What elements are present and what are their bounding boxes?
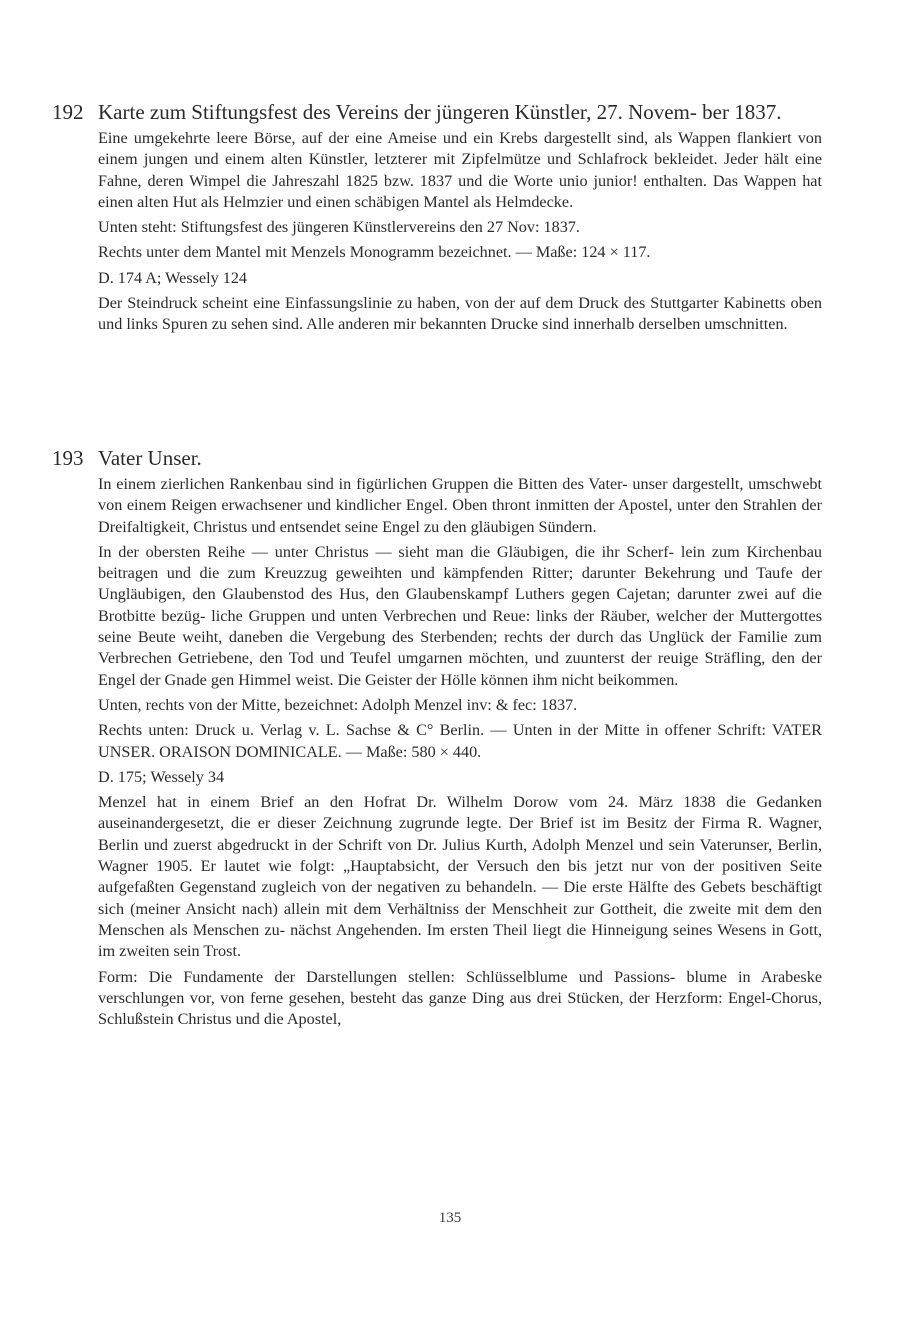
publisher-dimensions-paragraph: Rechts unten: Druck u. Verlag v. L. Sachse & C° Berlin. — Unten in der Mitte in offener Schrift: VATER UNSER. ORAISON DOMINICALE. — Maße: 580 × 440. [98, 721, 822, 761]
entry-title: Karte zum Stiftungsfest des Vereins der jüngeren Künstler, 27. Novem- ber 1837. [98, 100, 782, 124]
letter-paragraph: Menzel hat in einem Brief an den Hofrat Dr. Wilhelm Dorow vom 24. März 1838 die Gedanken auseinandergesetzt, die er dieser Zeichnung zugrunde legte. Der Brief ist im Besitz der Firma R. Wagner, Berlin und zuerst abgedruckt in der Schrift von Dr. Julius Kurth, Adolph Menzel und sein Vaterunser, Berlin, Wagner 1905. Er lautet wie folgt: „Hauptabsicht, der Versuch den bis jetzt nur von der positiven Seite aufgefaßten Gegenstand zugleich von der negativen zu behandeln. — Die erste Hälfte des Gebets beschäftigt sich (meiner Ansicht nach) allein mit dem Verhältniss der Menschheit zur Gottheit, die zweite mit dem den Menschen als Menschen zu- nächst Angehenden. Im ersten Theil liegt die Hinneigung seines Wesens in Gott, im zweiten sein Trost. [98, 793, 822, 961]
signature-dimensions-paragraph: Rechts unter dem Mantel mit Menzels Monogramm bezeichnet. — Maße: 124 × 117. [98, 243, 651, 262]
entry-number: 193 [52, 446, 84, 470]
catalog-entry-192 [52, 100, 822, 340]
reference-paragraph: D. 175; Wessely 34 [98, 767, 225, 786]
entry-body [98, 474, 822, 1030]
description-paragraph: Eine umgekehrte leere Börse, auf der eine Ameise und ein Krebs dargestellt sind, als Wappen flankiert von einem jungen und einem alten Künstler, letzterer mit Zipfelmütze und Schlafrock bekleidet. Jeder hält eine Fahne, deren Wimpel die Jahreszahl 1825 bzw. 1837 und die Worte unio junior! enthalten. Das Wappen hat einen alten Hut als Helmzier und einen schäbigen Mantel als Helmdecke. [98, 129, 822, 211]
entry-body [98, 128, 822, 336]
detail-paragraph: In der obersten Reihe — unter Christus — sieht man die Gläubigen, die ihr Scherf- lein zum Kirchenbau beitragen und die zum Kreuzzug geweihten und kämpfenden Ritter; darunter Bekehrung und Taufe der Ungläubigen, den Glaubenstod des Hus, den Glaubenskampf Luthers gegen Cajetan; darunter zwei auf die Brotbitte bezüg- liche Gruppen und unten Verbrechen und Reue: links der Räuber, welcher der Muttergottes seine Beute weiht, daneben die Vergebung des Sterbenden; rechts der durch das Unglück der Familie zum Verbrechen Getriebene, den Tod und Teufel umgarnen möchten, und zuunterst der reuige Sträfling, den der Engel der Gnade gen Himmel weist. Die Geister der Hölle können ihm nicht beikommen. [98, 542, 822, 689]
description-paragraph: In einem zierlichen Rankenbau sind in figürlichen Gruppen die Bitten des Vater- unser dargestellt, umschwebt von einem Reigen erwachsener und kindlicher Engel. Oben thront inmitten der Apostel, unter den Strahlen der Dreifaltigkeit, Christus und entsendet seine Engel zu den gläubigen Sündern. [98, 475, 822, 536]
entry-heading [52, 446, 822, 471]
inscription-paragraph: Unten steht: Stiftungsfest des jüngeren Künstlervereins den 27 Nov: 1837. [98, 218, 580, 237]
entry-title: Vater Unser. [98, 446, 202, 470]
form-paragraph: Form: Die Fundamente der Darstellungen stellen: Schlüsselblume und Passions- blume in Arabeske verschlungen vor, von ferne gesehen, besteht das ganze Ding aus drei Stücken, der Herzform: Engel-Chorus, Schlußstein Christus und die Apostel, [98, 967, 822, 1029]
entry-heading [52, 100, 822, 125]
note-paragraph: Der Steindruck scheint eine Einfassungslinie zu haben, von der auf dem Druck des Stuttgarter Kabinetts oben und links Spuren zu sehen sind. Alle anderen mir bekannten Drucke sind innerhalb derselben umschnitten. [98, 294, 822, 334]
entry-number: 192 [52, 100, 84, 124]
page-number: 135 [438, 1210, 462, 1226]
signature-paragraph: Unten, rechts von der Mitte, bezeichnet: Adolph Menzel inv: & fec: 1837. [98, 695, 578, 714]
reference-paragraph: D. 174 A; Wessely 124 [98, 268, 248, 287]
catalog-entry-193 [52, 446, 822, 1034]
